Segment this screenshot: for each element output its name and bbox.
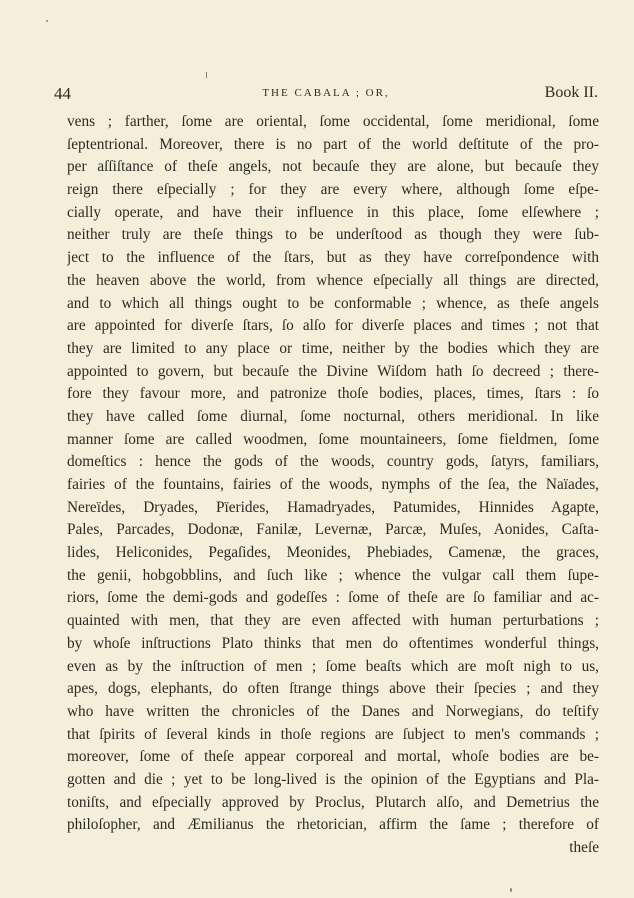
page-number: 44 xyxy=(54,84,71,103)
text-line: ject to the influence of the ſtars, but as they have correſpondence with xyxy=(67,249,599,267)
body-text xyxy=(67,111,599,860)
paper-speck xyxy=(46,20,48,22)
paper-speck xyxy=(510,888,512,892)
text-line: that ſpirits of ſeveral kinds in thoſe regions are ſubject to men's commands ; xyxy=(67,725,599,743)
text-line: fore they favour more, and patronize thoſe bodies, places, times, ſtars : ſo xyxy=(67,385,599,403)
text-line: vens ; farther, ſome are oriental, ſome occidental, ſome meridional, ſome xyxy=(67,113,599,130)
text-line: appointed to govern, but becauſe the Divine Wiſdom hath ſo decreed ; there- xyxy=(67,362,599,380)
text-line: are appointed for diverſe ſtars, ſo alſo for diverſe places and times ; not that xyxy=(67,317,599,335)
book-label: Book II. xyxy=(544,84,598,101)
running-title: THE CABALA ; OR, xyxy=(262,87,390,99)
text-line: apes, dogs, elephants, do often ſtrange things above their ſpecies ; and they xyxy=(67,680,599,698)
text-line: reign there eſpecially ; for they are every where, although ſome eſpe- xyxy=(67,181,599,199)
text-line: philoſopher, and Æmilianus the rhetorician, affirm the ſame ; therefore of xyxy=(67,816,599,834)
text-line: Pales, Parcades, Dodonæ, Fanilæ, Levernæ, Parcæ, Muſes, Aonides, Caſta- xyxy=(67,521,599,539)
text-line: the heaven above the world, from whence eſpecially all things are directed, xyxy=(67,271,599,289)
text-line: gotten and die ; yet to be long-lived is the opinion of the Egyptians and Pla- xyxy=(67,770,599,788)
text-line: riors, ſome the demi-gods and godeſſes : ſome of theſe are ſo familiar and ac- xyxy=(67,589,599,607)
page-header xyxy=(54,84,598,106)
catchword: theſe xyxy=(569,839,599,856)
text-line: they have called ſome diurnal, ſome nocturnal, others meridional. In like xyxy=(67,407,599,425)
text-line: lides, Heliconides, Pegaſides, Meonides, Phebiades, Camenæ, the graces, xyxy=(67,544,599,562)
text-line: ſeptentrional. Moreover, there is no part of the world deſtitute of the pro- xyxy=(67,135,599,153)
text-line: even as by the inſtruction of men ; ſome beaſts which are moſt nigh to us, xyxy=(67,657,599,675)
text-line: moreover, ſome of theſe appear corporeal and mortal, whoſe bodies are be- xyxy=(67,748,599,766)
text-line: fairies of the fountains, fairies of the woods, nymphs of the ſea, the Naïades, xyxy=(67,476,599,493)
text-line: the genii, hobgobblins, and ſuch like ; whence the vulgar call them ſupe- xyxy=(67,566,599,584)
text-line: toniſts, and eſpecially approved by Proclus, Plutarch alſo, and Demetrius the xyxy=(67,793,599,811)
paper-speck xyxy=(206,72,207,78)
text-line: manner ſome are called woodmen, ſome mountaineers, ſome fieldmen, ſome xyxy=(67,430,599,448)
text-line: they are limited to any place or time, neither by the bodies which they are xyxy=(67,339,599,357)
text-line: neither truly are theſe things to be underſtood as though they were ſub- xyxy=(67,226,599,244)
text-line: quainted with men, that they are even affected with human perturbations ; xyxy=(67,612,599,630)
text-line: and to which all things ought to be conformable ; whence, as theſe angels xyxy=(67,294,599,312)
text-line: domeſtics : hence the gods of the woods, country gods, ſatyrs, familiars, xyxy=(67,453,599,471)
text-line: cially operate, and have their influence in this place, ſome elſewhere ; xyxy=(67,203,599,221)
text-line: by whoſe inſtructions Plato thinks that men do oftentimes wonderful things, xyxy=(67,634,599,652)
text-line: who have written the chronicles of the Danes and Norwegians, do teſtify xyxy=(67,702,599,720)
text-line: Nereïdes, Dryades, Pïerides, Hamadryades, Patumides, Hinnides Agapte, xyxy=(67,498,599,516)
text-line: per aſſiſtance of theſe angels, not becauſe they are alone, but becauſe they xyxy=(67,158,599,176)
